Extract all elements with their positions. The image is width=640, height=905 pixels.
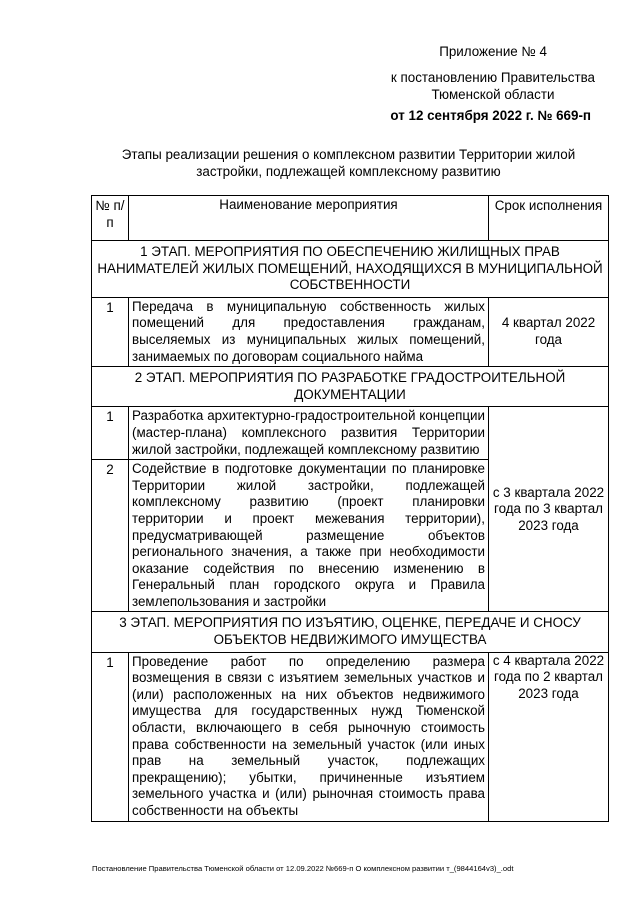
decree-date: от 12 сентября 2022 г. № 669-п [390, 108, 591, 123]
row-num: 1 [92, 407, 129, 460]
stage-3-row [92, 612, 609, 652]
header-term: Срок исполнения [489, 196, 609, 241]
header-name: Наименование мероприятия [129, 196, 489, 241]
row-text: Разработка архитектурно-градостроительной концепции (мастер-плана) комплексного развития Территории жилой застройки, подлежащей комплексному развитию [129, 407, 489, 460]
stage-3-title: 3 ЭТАП. МЕРОПРИЯТИЯ ПО ИЗЪЯТИЮ, ОЦЕНКЕ, ПЕРЕДАЧЕ И СНОСУ ОБЪЕКТОВ НЕДВИЖИМОГО ИМУЩЕСТВА [92, 612, 609, 652]
stage-2-title: 2 ЭТАП. МЕРОПРИЯТИЯ ПО РАЗРАБОТКЕ ГРАДОСТРОИТЕЛЬНОЙ ДОКУМЕНТАЦИИ [92, 367, 609, 407]
row-num: 1 [92, 297, 129, 366]
appendix-label: Приложение № 4 [439, 44, 547, 59]
row-num: 2 [92, 460, 129, 612]
stage-1-title: 1 ЭТАП. МЕРОПРИЯТИЯ ПО ОБЕСПЕЧЕНИЮ ЖИЛИЩНЫХ ПРАВ НАНИМАТЕЛЕЙ ЖИЛЫХ ПОМЕЩЕНИЙ, НАХОДЯЩИХСЯ В МУНИЦИПАЛЬНОЙ СОБСТВЕННОСТИ [92, 241, 609, 298]
stage-2-row [92, 367, 609, 407]
table-row [92, 297, 609, 366]
row-num: 1 [92, 652, 129, 821]
decree-reference [391, 69, 595, 103]
row-text: Проведение работ по определению размера возмещения в связи с изъятием земельных участков и (или) расположенных на них объектов недвижимого имущества для государственных нужд Тюменской области, включающего в себя рыночную стоимость права собственности на земельный участок (или иных прав на земельный участок, подлежащих прекращению); убытки, причиненные изъятием земельного участка и (или) рыночная стоимость права собственности на объекты [129, 652, 489, 821]
document-title [96, 146, 601, 180]
row-term: 4 квартал 2022 года [489, 297, 609, 366]
table-header-row [92, 196, 609, 241]
table-row [92, 652, 609, 821]
decree-line-1: к постановлению Правительства [390, 70, 595, 85]
decree-line-2: Тюменской области [431, 87, 555, 102]
row-term: с 3 квартала 2022 года по 3 квартал 2023 года [489, 407, 609, 612]
row-term: с 4 квартала 2022 года по 2 квартал 2023 года [489, 652, 609, 821]
stage-1-row [92, 241, 609, 298]
header-num: № п/п [92, 196, 129, 241]
row-text: Содействие в подготовке документации по планировке Территории жилой застройки, подлежащей комплексному развитию (проект планировки территории и проект межевания территории), предусматривающей размещение объектов регионального значения, а также при необходимости оказание содействия по внесению изменению в Генеральный план городского округа и Правила землепользования и застройки [129, 460, 489, 612]
page-footer: Постановление Правительства Тюменской области от 12.09.2022 №669-п О комплексном развитии т_(9844164v3)_.odt [92, 864, 514, 873]
row-text: Передача в муниципальную собственность жилых помещений для предоставления гражданам, выселяемых из муниципальных жилых помещений, занимаемых по договорам социального найма [129, 297, 489, 366]
document-title-line-2: застройки, подлежащей комплексному развитию [196, 164, 501, 179]
stages-table [91, 195, 609, 822]
document-title-line-1: Этапы реализации решения о комплексном развитии Территории жилой [121, 147, 576, 162]
table-row [92, 407, 609, 460]
